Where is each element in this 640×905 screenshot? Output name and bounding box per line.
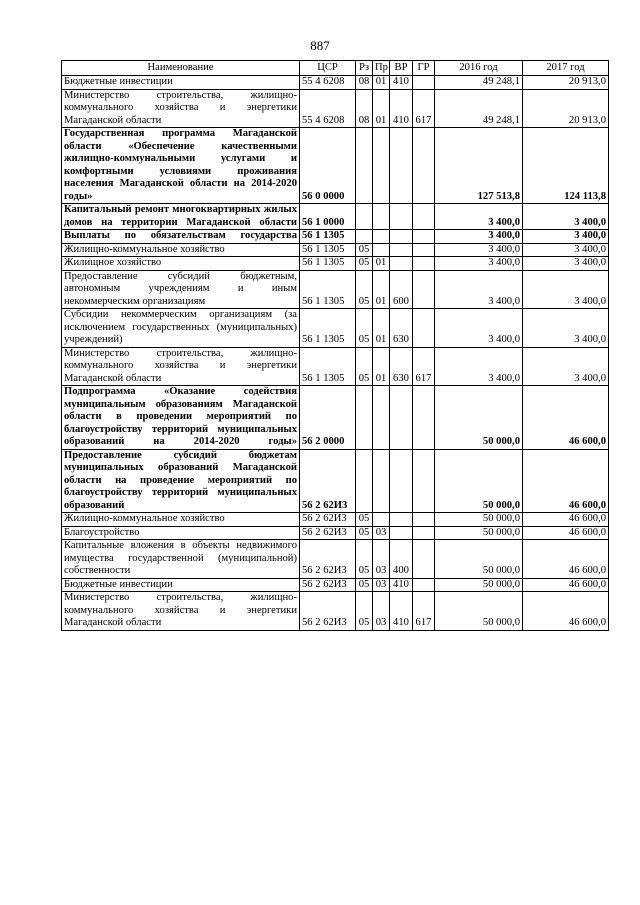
cell-2017: 20 913,0 [523, 89, 609, 128]
header-2016: 2016 год [435, 61, 523, 76]
table-body [62, 76, 609, 631]
cell-rz: 05 [356, 540, 373, 579]
table-row [62, 257, 609, 271]
cell-2016: 127 513,8 [435, 128, 523, 204]
cell-name: Жилищно-коммунальное хозяйство [62, 513, 300, 527]
cell-2016: 3 400,0 [435, 243, 523, 257]
table-row [62, 449, 609, 513]
cell-rz [356, 204, 373, 230]
table-row [62, 89, 609, 128]
cell-2017: 3 400,0 [523, 270, 609, 309]
cell-csr: 56 2 62И3 [300, 449, 356, 513]
header-csr: ЦСР [300, 61, 356, 76]
cell-vr [390, 513, 413, 527]
header-name: Наименование [62, 61, 300, 76]
cell-pr [373, 243, 390, 257]
cell-vr [390, 128, 413, 204]
cell-name: Бюджетные инвестиции [62, 578, 300, 592]
cell-pr: 03 [373, 540, 390, 579]
cell-2016: 50 000,0 [435, 526, 523, 540]
cell-name: Субсидии некоммерческим организациям (за исключением государственных (муниципальных) учреждений) [62, 309, 300, 348]
cell-vr: 410 [390, 592, 413, 631]
cell-gr: 617 [413, 89, 435, 128]
cell-vr: 600 [390, 270, 413, 309]
cell-pr: 03 [373, 526, 390, 540]
cell-csr: 56 1 1305 [300, 270, 356, 309]
cell-2017: 3 400,0 [523, 347, 609, 386]
cell-gr [413, 76, 435, 90]
budget-table [61, 60, 609, 631]
cell-rz [356, 449, 373, 513]
cell-gr [413, 578, 435, 592]
cell-rz: 05 [356, 578, 373, 592]
cell-gr [413, 230, 435, 244]
cell-2016: 49 248,1 [435, 89, 523, 128]
cell-csr: 56 2 62И3 [300, 578, 356, 592]
cell-pr: 01 [373, 270, 390, 309]
cell-name: Благоустройство [62, 526, 300, 540]
table-row [62, 204, 609, 230]
cell-rz: 05 [356, 347, 373, 386]
cell-name: Жилищное хозяйство [62, 257, 300, 271]
table-row [62, 578, 609, 592]
cell-2016: 50 000,0 [435, 449, 523, 513]
cell-csr: 56 2 62И3 [300, 540, 356, 579]
cell-gr [413, 128, 435, 204]
cell-rz [356, 386, 373, 450]
cell-name: Государственная программа Магаданской области «Обеспечение качественными жилищно-коммунальными услугами и комфортными условиями проживания населения Магаданской области на 2014-2020 годы» [62, 128, 300, 204]
cell-rz: 08 [356, 89, 373, 128]
cell-rz: 05 [356, 513, 373, 527]
cell-gr [413, 526, 435, 540]
cell-2017: 46 600,0 [523, 540, 609, 579]
cell-2017: 46 600,0 [523, 449, 609, 513]
cell-2016: 49 248,1 [435, 76, 523, 90]
cell-pr: 01 [373, 257, 390, 271]
cell-csr: 55 4 6208 [300, 76, 356, 90]
table-row [62, 270, 609, 309]
cell-gr [413, 309, 435, 348]
cell-vr [390, 449, 413, 513]
cell-rz: 05 [356, 270, 373, 309]
cell-2016: 50 000,0 [435, 513, 523, 527]
cell-2016: 50 000,0 [435, 578, 523, 592]
cell-2017: 3 400,0 [523, 204, 609, 230]
cell-2016: 3 400,0 [435, 309, 523, 348]
cell-pr: 01 [373, 347, 390, 386]
cell-pr [373, 513, 390, 527]
cell-2017: 46 600,0 [523, 578, 609, 592]
cell-rz [356, 128, 373, 204]
cell-pr [373, 128, 390, 204]
cell-pr [373, 204, 390, 230]
cell-csr: 56 0 0000 [300, 128, 356, 204]
cell-gr [413, 449, 435, 513]
cell-gr [413, 513, 435, 527]
cell-vr [390, 230, 413, 244]
cell-2017: 20 913,0 [523, 76, 609, 90]
cell-2016: 3 400,0 [435, 257, 523, 271]
header-gr: ГР [413, 61, 435, 76]
cell-rz: 05 [356, 309, 373, 348]
cell-vr: 630 [390, 309, 413, 348]
cell-pr: 03 [373, 578, 390, 592]
cell-gr: 617 [413, 347, 435, 386]
cell-vr: 410 [390, 578, 413, 592]
cell-gr [413, 243, 435, 257]
table-row [62, 309, 609, 348]
cell-gr [413, 204, 435, 230]
cell-gr [413, 257, 435, 271]
cell-csr: 56 1 1305 [300, 257, 356, 271]
cell-name: Министерство строительства, жилищно-коммунального хозяйства и энергетики Магаданской области [62, 89, 300, 128]
cell-pr: 01 [373, 89, 390, 128]
cell-2017: 46 600,0 [523, 592, 609, 631]
cell-vr [390, 386, 413, 450]
cell-gr: 617 [413, 592, 435, 631]
cell-vr: 410 [390, 76, 413, 90]
cell-csr: 55 4 6208 [300, 89, 356, 128]
table-row [62, 513, 609, 527]
cell-gr [413, 270, 435, 309]
cell-name: Министерство строительства, жилищно-коммунального хозяйства и энергетики Магаданской области [62, 592, 300, 631]
cell-csr: 56 1 1305 [300, 309, 356, 348]
table-row [62, 230, 609, 244]
cell-pr [373, 230, 390, 244]
cell-vr [390, 243, 413, 257]
cell-2017: 46 600,0 [523, 513, 609, 527]
cell-vr: 630 [390, 347, 413, 386]
table-row [62, 540, 609, 579]
cell-csr: 56 2 0000 [300, 386, 356, 450]
cell-pr [373, 449, 390, 513]
cell-csr: 56 2 62И3 [300, 592, 356, 631]
cell-csr: 56 2 62И3 [300, 513, 356, 527]
cell-2017: 46 600,0 [523, 386, 609, 450]
cell-2016: 3 400,0 [435, 347, 523, 386]
cell-vr: 410 [390, 89, 413, 128]
cell-2016: 3 400,0 [435, 270, 523, 309]
cell-vr [390, 204, 413, 230]
cell-rz: 05 [356, 592, 373, 631]
table-row [62, 243, 609, 257]
table-header-row [62, 61, 609, 76]
page-number: 887 [310, 38, 330, 53]
header-2017: 2017 год [523, 61, 609, 76]
header-pr: Пр [373, 61, 390, 76]
cell-vr: 400 [390, 540, 413, 579]
cell-2016: 3 400,0 [435, 204, 523, 230]
cell-2017: 3 400,0 [523, 309, 609, 348]
cell-2016: 50 000,0 [435, 592, 523, 631]
table-row [62, 347, 609, 386]
cell-name: Подпрограмма «Оказание содействия муниципальным образованиям Магаданской области в проведении мероприятий по благоустройству территорий муниципальных образований на 2014-2020 годы» [62, 386, 300, 450]
cell-csr: 56 2 62И3 [300, 526, 356, 540]
cell-gr [413, 540, 435, 579]
cell-2016: 3 400,0 [435, 230, 523, 244]
table-row [62, 526, 609, 540]
cell-pr: 03 [373, 592, 390, 631]
cell-csr: 56 1 0000 [300, 204, 356, 230]
cell-2017: 3 400,0 [523, 230, 609, 244]
cell-csr: 56 1 1305 [300, 243, 356, 257]
cell-rz: 05 [356, 257, 373, 271]
cell-pr: 01 [373, 76, 390, 90]
cell-name: Капитальный ремонт многоквартирных жилых домов на территории Магаданской области [62, 204, 300, 230]
cell-csr: 56 1 1305 [300, 230, 356, 244]
cell-csr: 56 1 1305 [300, 347, 356, 386]
header-rz: Рз [356, 61, 373, 76]
table-row [62, 76, 609, 90]
table-row [62, 592, 609, 631]
cell-2017: 3 400,0 [523, 243, 609, 257]
table-row [62, 386, 609, 450]
cell-vr [390, 257, 413, 271]
cell-gr [413, 386, 435, 450]
cell-rz: 05 [356, 243, 373, 257]
cell-name: Бюджетные инвестиции [62, 76, 300, 90]
cell-name: Предоставление субсидий бюджетным, автономным учреждениям и иным некоммерческим организациям [62, 270, 300, 309]
cell-2017: 3 400,0 [523, 257, 609, 271]
cell-2016: 50 000,0 [435, 540, 523, 579]
cell-name: Выплаты по обязательствам государства [62, 230, 300, 244]
cell-rz [356, 230, 373, 244]
cell-pr [373, 386, 390, 450]
cell-name: Капитальные вложения в объекты недвижимого имущества государственной (муниципальной) собственности [62, 540, 300, 579]
cell-2017: 124 113,8 [523, 128, 609, 204]
cell-2016: 50 000,0 [435, 386, 523, 450]
table-row [62, 128, 609, 204]
cell-rz: 08 [356, 76, 373, 90]
cell-name: Предоставление субсидий бюджетам муниципальных образований Магаданской области на проведение мероприятий по благоустройству территорий муниципальных образований [62, 449, 300, 513]
cell-rz: 05 [356, 526, 373, 540]
cell-pr: 01 [373, 309, 390, 348]
header-vr: ВР [390, 61, 413, 76]
cell-name: Жилищно-коммунальное хозяйство [62, 243, 300, 257]
cell-2017: 46 600,0 [523, 526, 609, 540]
cell-name: Министерство строительства, жилищно-коммунального хозяйства и энергетики Магаданской области [62, 347, 300, 386]
cell-vr [390, 526, 413, 540]
